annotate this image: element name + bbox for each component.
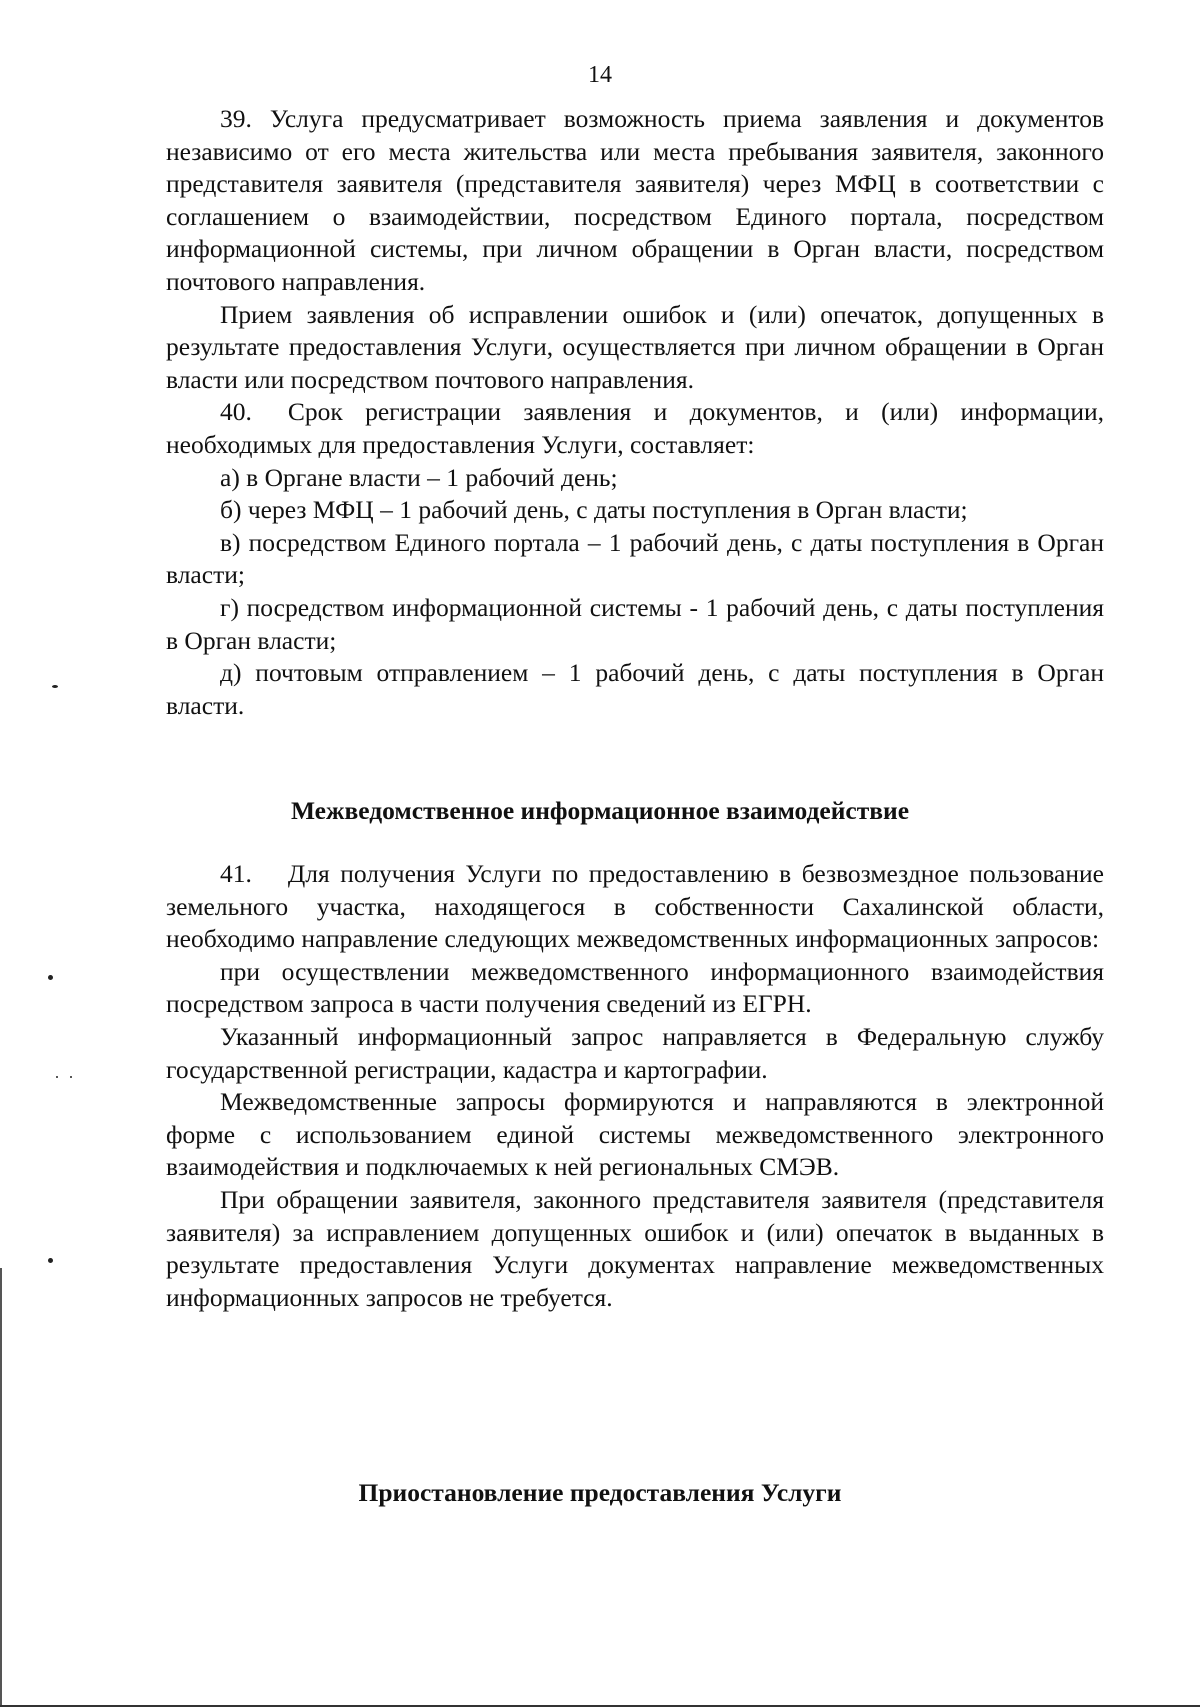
paragraph-39: 39. Услуга предусматривает возможность приема заявления и документов независимо от его места жительства или места пребывания заявителя, законного представителя заявителя (представителя заявителя) через МФЦ в соответствии с соглашением о взаимодействии, посредством Единого портала, посредством информационной системы, при личном обращении в Орган власти, посредством почтового направления. xyxy=(166,104,1104,296)
section-heading-suspension: Приостановление предоставления Услуги xyxy=(358,1478,842,1507)
list-item-a: а) в Органе власти – 1 рабочий день; xyxy=(220,462,618,492)
paragraph-corrections-no-request: При обращении заявителя, законного представителя заявителя (представителя заявителя) за исправлением допущенных ошибок и (или) опечаток в выданных в результате предоставления Услуги документах направление межведомственных информационных запросов не требуется. xyxy=(166,1184,1104,1312)
paragraph-corrections-intake: Прием заявления об исправлении ошибок и (или) опечаток, допущенных в результате предоставления Услуги, осуществляется при личном обращении в Орган власти или посредством почтового направления. xyxy=(166,299,1104,394)
scan-speck xyxy=(52,685,58,688)
scan-speck xyxy=(48,1258,53,1263)
paragraph-40 xyxy=(166,396,1104,461)
scan-edge-left xyxy=(0,1268,2,1707)
item-number: 41. xyxy=(220,859,252,888)
page-number: 14 xyxy=(588,62,612,88)
list-item-g: г) посредством информационной системы - 1 рабочий день, с даты поступления в Орган власти; xyxy=(166,592,1104,655)
list-item-b: б) через МФЦ – 1 рабочий день, с даты поступления в Орган власти; xyxy=(220,495,968,525)
paragraph-41 xyxy=(166,858,1104,956)
list-item-d: д) почтовым отправлением – 1 рабочий день, с даты поступления в Орган власти. xyxy=(166,658,1104,720)
scan-speck xyxy=(70,1076,72,1078)
item-number: 40. xyxy=(220,397,252,427)
item-text: Срок регистрации заявления и документов, и (или) информации, необходимых для предоставления Услуги, составляет: xyxy=(166,397,1104,459)
section-heading-interagency: Межведомственное информационное взаимодействие xyxy=(290,796,910,825)
scan-speck xyxy=(48,975,53,980)
section-registration xyxy=(166,103,1104,722)
list-item-v: в) посредством Единого портала – 1 рабочий день, с даты поступления в Орган власти; xyxy=(166,527,1104,590)
paragraph-egrn-request: при осуществлении межведомственного информационного взаимодействия посредством запроса в части получения сведений из ЕГРН. xyxy=(166,956,1104,1019)
paragraph-rosreestr: Указанный информационный запрос направляется в Федеральную службу государственной регистрации, кадастра и картографии. xyxy=(166,1021,1104,1084)
section-interagency xyxy=(166,858,1104,1314)
paragraph-smev: Межведомственные запросы формируются и направляются в электронной форме с использованием единой системы межведомственного электронного взаимодействия и подключаемых к ней региональных СМЭВ. xyxy=(166,1087,1104,1182)
item-text: Для получения Услуги по предоставлению в безвозмездное пользование земельного участка, находящегося в собственности Сахалинской области, необходимо направление следующих межведомственных информационных запросов: xyxy=(166,859,1104,954)
scan-speck xyxy=(56,1076,58,1078)
